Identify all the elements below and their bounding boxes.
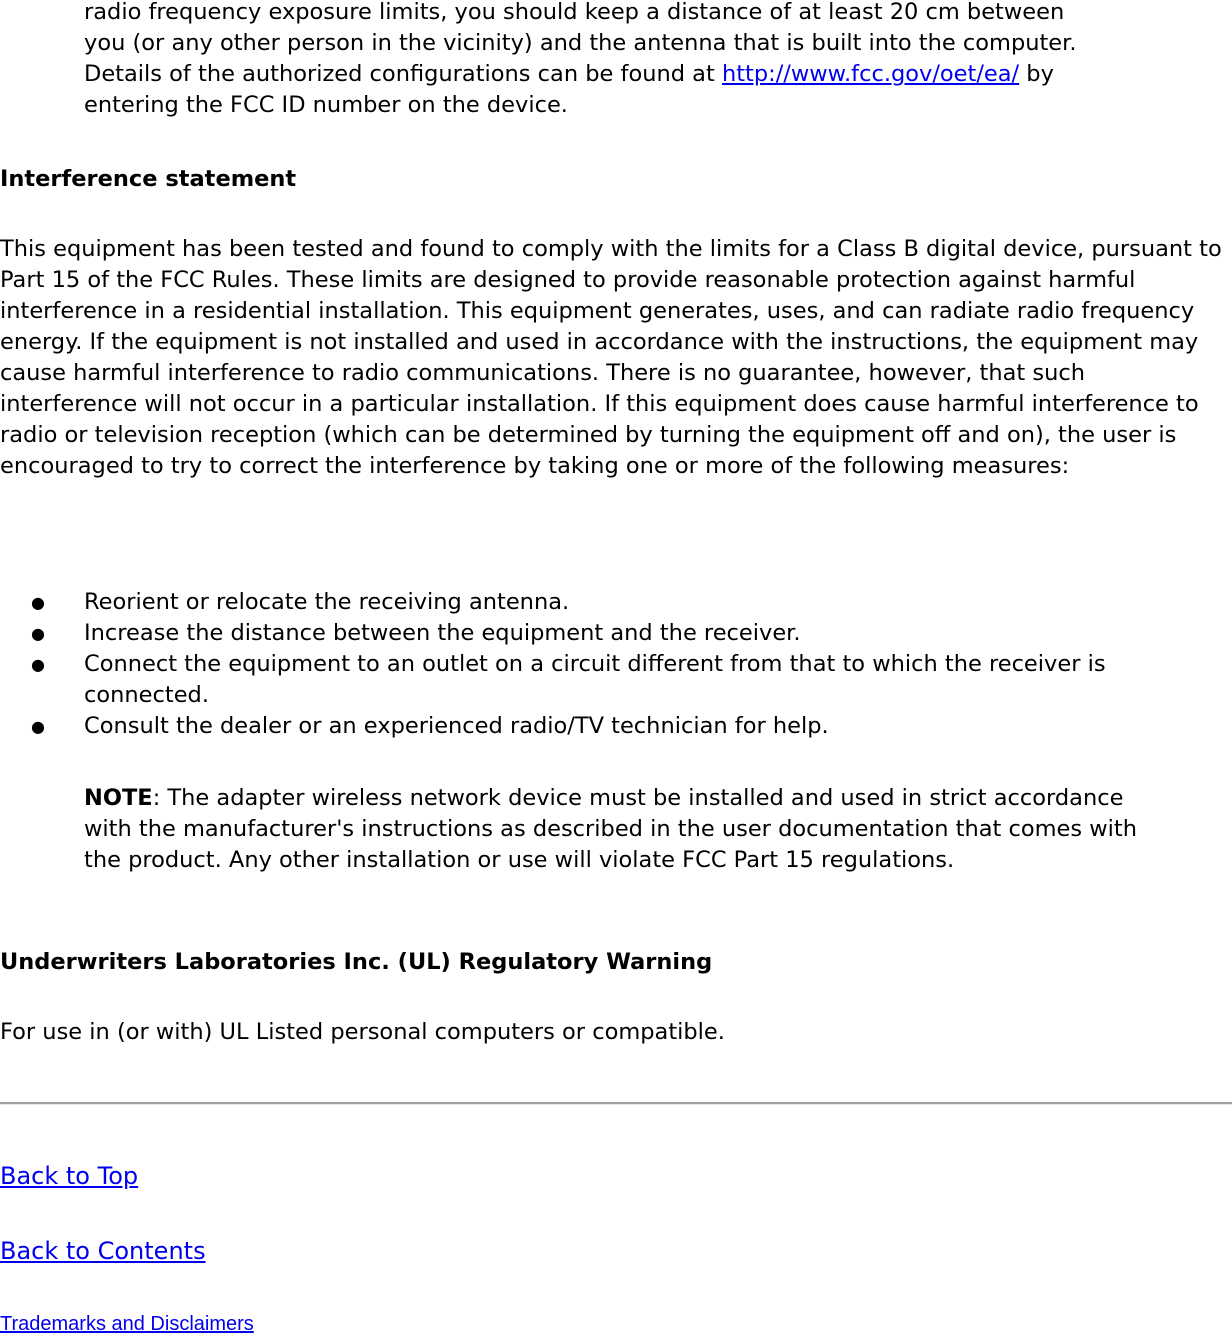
measures-list bbox=[0, 587, 1180, 742]
interference-heading: Interference statement bbox=[0, 166, 297, 192]
measure-text: Reorient or relocate the receiving antenna. bbox=[84, 589, 570, 615]
bullet-icon: ● bbox=[31, 624, 45, 643]
note-label: NOTE bbox=[84, 785, 153, 811]
rf-exposure-paragraph bbox=[84, 0, 1102, 121]
note-text: : The adapter wireless network device must be installed and used in strict accordance with the manufacturer's instructions as described in the user documentation that comes with the product. Any other installation or use will violate FCC Part 15 regulations. bbox=[84, 785, 1137, 873]
list-item bbox=[0, 618, 1180, 649]
rf-exposure-text-end: by entering the FCC ID number on the device. bbox=[84, 61, 1054, 118]
list-item bbox=[0, 649, 1180, 711]
bullet-icon: ● bbox=[31, 717, 45, 736]
bullet-icon: ● bbox=[31, 593, 45, 612]
back-to-top-link[interactable]: Back to Top bbox=[0, 1162, 139, 1190]
trademarks-link[interactable]: Trademarks and Disclaimers bbox=[0, 1313, 254, 1335]
measure-text: Consult the dealer or an experienced radio/TV technician for help. bbox=[84, 713, 829, 739]
note-paragraph bbox=[84, 783, 1152, 876]
rf-exposure-text: radio frequency exposure limits, you should keep a distance of at least 20 cm between you (or any other person in the vicinity) and the antenna that is built into the computer. Details of the authorized configurations can be found at bbox=[84, 0, 1077, 87]
list-item bbox=[0, 587, 1180, 618]
ul-heading: Underwriters Laboratories Inc. (UL) Regulatory Warning bbox=[0, 949, 713, 975]
measure-text: Connect the equipment to an outlet on a circuit different from that to which the receiver is connected. bbox=[84, 651, 1106, 708]
ul-paragraph: For use in (or with) UL Listed personal computers or compatible. bbox=[0, 1019, 725, 1045]
divider bbox=[0, 1102, 1232, 1105]
fcc-link[interactable]: http://www.fcc.gov/oet/ea/ bbox=[721, 61, 1020, 87]
list-item bbox=[0, 711, 1180, 742]
interference-paragraph: This equipment has been tested and found to comply with the limits for a Class B digital device, pursuant to Part 15 of the FCC Rules. These limits are designed to provide reasonable protection against harmful interference in a residential installation. This equipment generates, uses, and can radiate radio frequency energy. If the equipment is not installed and used in accordance with the instructions, the equipment may cause harmful interference to radio communications. There is no guarantee, however, that such interference will not occur in a particular installation. If this equipment does cause harmful interference to radio or television reception (which can be determined by turning the equipment off and on), the user is encouraged to try to correct the interference by taking one or more of the following measures: bbox=[0, 236, 1222, 479]
back-to-contents-link[interactable]: Back to Contents bbox=[0, 1237, 206, 1265]
bullet-icon: ● bbox=[31, 655, 45, 674]
measure-text: Increase the distance between the equipment and the receiver. bbox=[84, 620, 801, 646]
